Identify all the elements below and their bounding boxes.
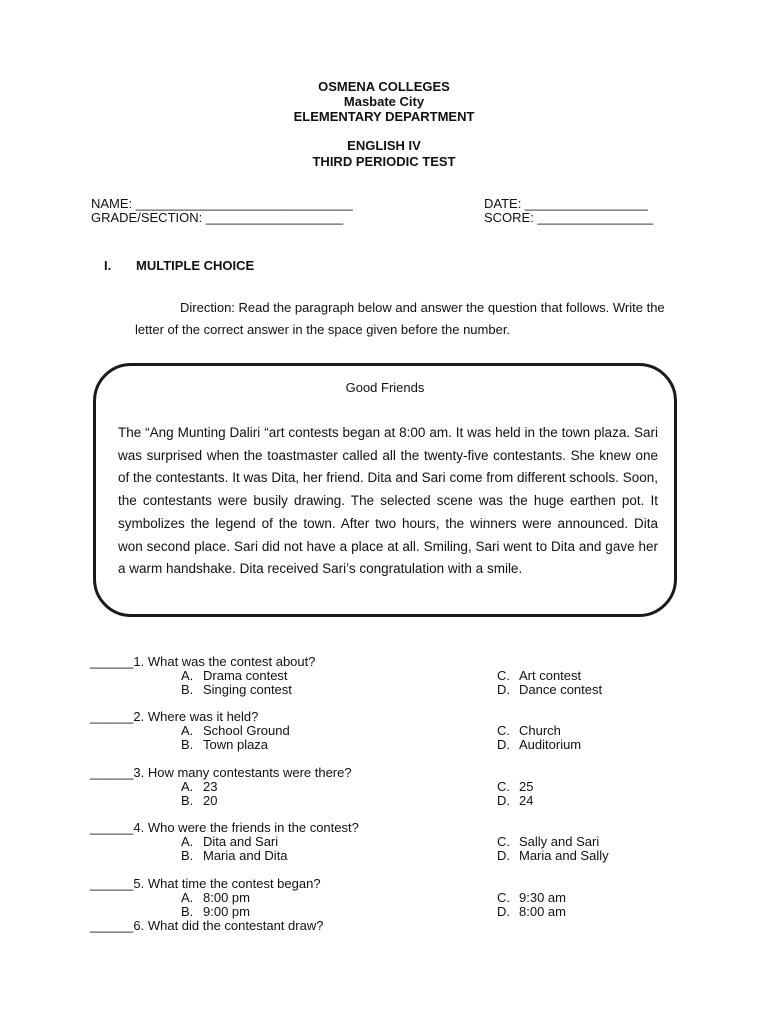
q5-option-a: [181, 891, 250, 905]
option-letter: C.: [497, 890, 510, 905]
q2-option-c: [497, 724, 561, 738]
question-6: ______6. What did the contestant draw?: [90, 918, 324, 933]
question-4: ______4. Who were the friends in the contest?: [90, 820, 359, 835]
question-5: ______5. What time the contest began?: [90, 876, 321, 891]
q5-option-b: [181, 905, 250, 919]
option-text: 25: [519, 779, 534, 794]
test-title: THIRD PERIODIC TEST: [312, 154, 456, 169]
option-letter: D.: [497, 904, 510, 919]
story-text: The “Ang Munting Daliri “art contests began at 8:00 am. It was held in the town plaza. Sari was surprised when the toastmaster called all the twenty-five contestants. She knew one of the contestants. It was Dita, her friend. Dita and Sari come from different schools. Soon, the contestants were busily drawing. The selected scene was the huge earthen pot. It symbolizes the legend of the town. After two hours, the winners were announced. Dita won second place. Sari did not have a place at all. Smiling, Sari went to Dita and gave her a warm handshake. Dita received Sari’s congratulation with a smile.: [118, 425, 658, 577]
option-letter: C.: [497, 668, 510, 683]
option-letter: D.: [497, 737, 510, 752]
option-letter: D.: [497, 848, 510, 863]
q5-option-c: [497, 891, 566, 905]
option-letter: B.: [181, 848, 194, 863]
option-text: Art contest: [519, 668, 582, 683]
date-field: DATE: _________________: [484, 196, 648, 211]
option-letter: C.: [497, 834, 510, 849]
q1-option-d: [497, 683, 602, 697]
q3-option-d: [497, 794, 533, 808]
option-text: 9:00 pm: [203, 904, 250, 919]
q5-option-d: [497, 905, 566, 919]
q4-option-c: [497, 835, 599, 849]
subject-title: ENGLISH IV: [347, 138, 421, 153]
q4-option-a: [181, 835, 278, 849]
department-name: ELEMENTARY DEPARTMENT: [293, 109, 475, 124]
option-letter: A.: [181, 834, 194, 849]
option-text: School Ground: [203, 723, 290, 738]
option-letter: B.: [181, 682, 194, 697]
q2-option-b: [181, 738, 268, 752]
q4-option-b: [181, 849, 288, 863]
option-text: Drama contest: [203, 668, 288, 683]
option-letter: B.: [181, 737, 194, 752]
grade-section-field: GRADE/SECTION: ___________________: [91, 210, 344, 225]
option-text: Dance contest: [519, 682, 603, 697]
option-letter: A.: [181, 668, 194, 683]
section-number: I.: [104, 258, 112, 273]
option-text: Auditorium: [519, 737, 582, 752]
option-text: Singing contest: [203, 682, 292, 697]
option-letter: B.: [181, 793, 194, 808]
section-heading: [104, 258, 254, 273]
option-text: 9:30 am: [519, 890, 566, 905]
q3-option-b: [181, 794, 217, 808]
option-letter: B.: [181, 904, 194, 919]
option-text: 8:00 am: [519, 904, 566, 919]
name-field: NAME: ______________________________: [91, 196, 353, 211]
option-letter: C.: [497, 723, 510, 738]
option-text: Sally and Sari: [519, 834, 600, 849]
option-text: 20: [203, 793, 218, 808]
school-name: OSMENA COLLEGES: [318, 79, 450, 94]
option-letter: C.: [497, 779, 510, 794]
option-letter: A.: [181, 890, 194, 905]
option-text: Church: [519, 723, 561, 738]
option-text: Maria and Sally: [519, 848, 609, 863]
option-text: Maria and Dita: [203, 848, 288, 863]
q2-option-d: [497, 738, 581, 752]
option-text: Town plaza: [203, 737, 269, 752]
school-city: Masbate City: [343, 94, 425, 109]
q3-option-c: [497, 780, 533, 794]
option-letter: D.: [497, 682, 510, 697]
question-3: ______3. How many contestants were there?: [90, 765, 352, 780]
question-2: ______2. Where was it held?: [90, 709, 259, 724]
section-title: MULTIPLE CHOICE: [136, 258, 255, 273]
score-field: SCORE: ________________: [484, 210, 654, 225]
q3-option-a: [181, 780, 217, 794]
q1-option-b: [181, 683, 292, 697]
option-text: 8:00 pm: [203, 890, 250, 905]
q4-option-d: [497, 849, 609, 863]
option-letter: A.: [181, 779, 194, 794]
q1-option-a: [181, 669, 288, 683]
q2-option-a: [181, 724, 290, 738]
q1-option-c: [497, 669, 581, 683]
story-title: Good Friends: [345, 380, 425, 395]
option-letter: D.: [497, 793, 510, 808]
direction-text: Direction: Read the paragraph below and answer the question that follows. Write the letter of the correct answer in the space given before the number.: [135, 300, 665, 337]
option-text: 23: [203, 779, 218, 794]
option-text: 24: [519, 793, 534, 808]
question-1: ______1. What was the contest about?: [90, 654, 316, 669]
option-letter: A.: [181, 723, 194, 738]
option-text: Dita and Sari: [203, 834, 279, 849]
